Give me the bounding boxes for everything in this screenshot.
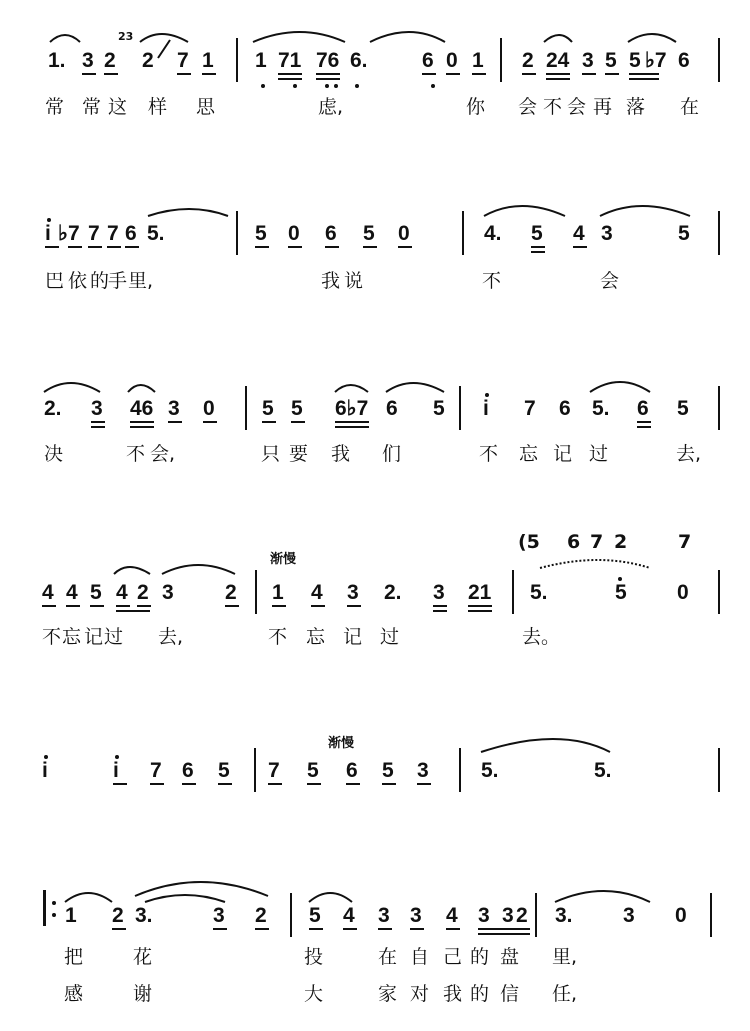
lyric-syllable: 再: [593, 96, 613, 118]
lyric-syllable: 忘: [519, 443, 539, 465]
note: 0: [677, 581, 689, 604]
lyric-syllable: 依: [68, 270, 88, 292]
note: 7: [68, 222, 80, 245]
beam-underline: [478, 928, 530, 930]
note: i: [113, 759, 119, 782]
bar-line: [718, 38, 720, 82]
beam-underline: [225, 605, 239, 607]
note: 4.: [484, 222, 502, 245]
beam-underline: [531, 246, 545, 248]
beam-underline: [629, 78, 659, 80]
beam-underline: [446, 73, 460, 75]
lyric-syllable: 里,: [552, 946, 578, 968]
beam-underline: [316, 73, 340, 75]
beam-underline: [410, 928, 424, 930]
beam-underline: [42, 605, 56, 607]
note: 1: [472, 49, 484, 72]
octave-dot-high: [115, 755, 119, 759]
note: 3: [162, 581, 174, 604]
bar-line: [236, 211, 238, 255]
lyric-syllable: 要: [289, 443, 309, 465]
lyric-syllable: 会: [567, 96, 587, 118]
beam-underline: [478, 933, 530, 935]
note: 6: [182, 759, 194, 782]
lyric-syllable: 忘: [62, 626, 82, 648]
note: 5: [382, 759, 394, 782]
beam-underline: [202, 73, 216, 75]
note: 3.: [555, 904, 573, 927]
beam-underline: [311, 605, 325, 607]
lyric-syllable: 不: [543, 96, 563, 118]
note: 2: [137, 581, 149, 604]
octave-dot: [261, 84, 265, 88]
note: 7: [150, 759, 162, 782]
lyric-syllable: 们: [382, 443, 402, 465]
lyric-syllable: 把: [64, 946, 84, 968]
note: 6♭7: [335, 397, 369, 420]
lyric-syllable: 在: [680, 96, 700, 118]
beam-underline: [91, 421, 105, 423]
beam-underline: [325, 246, 339, 248]
beam-underline: [433, 605, 447, 607]
beam-underline: [91, 426, 105, 428]
lyric-syllable: 你: [466, 96, 486, 118]
lyric-syllable: 样: [148, 96, 168, 118]
lyric-syllable: 去。: [522, 626, 561, 648]
tempo-mark: 渐慢: [328, 736, 355, 751]
note: 7: [524, 397, 536, 420]
note: 5.: [592, 397, 610, 420]
note: 5.: [147, 222, 165, 245]
bar-line: [459, 386, 461, 430]
lyric-syllable: 会: [600, 270, 620, 292]
note: 5: [90, 581, 102, 604]
lyric-syllable: 常: [82, 96, 102, 118]
lyric-syllable: 不: [479, 443, 499, 465]
lyric-syllable-verse2: 任,: [552, 983, 578, 1005]
lyric-syllable: 思: [196, 96, 216, 118]
lyric-syllable: 去,: [676, 443, 702, 465]
note: 21: [468, 581, 492, 604]
beam-underline: [104, 73, 118, 75]
beam-underline: [125, 246, 139, 248]
lyric-syllable: 巴: [45, 270, 65, 292]
beam-underline: [309, 928, 323, 930]
note: 0: [288, 222, 300, 245]
note: 1: [255, 49, 267, 72]
note: 5.: [481, 759, 499, 782]
note: 1: [65, 904, 77, 927]
note: 2.: [384, 581, 402, 604]
note: 3: [478, 904, 490, 927]
note: 5: [678, 222, 690, 245]
lyric-syllable: 记: [343, 626, 363, 648]
note: 5: [307, 759, 319, 782]
bar-line: [245, 386, 247, 430]
annotation-note: 2: [614, 531, 628, 553]
note: i: [483, 397, 489, 420]
note: 4: [573, 222, 585, 245]
beam-underline: [113, 783, 127, 785]
note: 4: [66, 581, 78, 604]
annotation-note: 23: [118, 30, 134, 43]
lyric-syllable-verse2: 对: [410, 983, 430, 1005]
note: 46: [130, 397, 154, 420]
note: 6: [386, 397, 398, 420]
note: 3: [168, 397, 180, 420]
lyric-syllable: 里,: [128, 270, 154, 292]
lyric-syllable-verse2: 信: [500, 983, 520, 1005]
lyric-syllable: 常: [45, 96, 65, 118]
beam-underline: [378, 928, 392, 930]
beam-underline: [531, 251, 545, 253]
bar-line: [254, 748, 256, 792]
beam-underline: [116, 605, 130, 607]
note: 6: [637, 397, 649, 420]
beam-underline: [137, 605, 151, 607]
lyric-syllable-verse2: 感: [64, 983, 84, 1005]
note: 3: [82, 49, 94, 72]
beam-underline: [90, 605, 104, 607]
beam-underline: [468, 605, 492, 607]
lyric-syllable: 会,: [150, 443, 176, 465]
note: 6: [125, 222, 137, 245]
beam-underline: [382, 783, 396, 785]
note: 3: [582, 49, 594, 72]
note: 5: [677, 397, 689, 420]
lyric-syllable: 不: [42, 626, 62, 648]
lyric-syllable: 忘: [306, 626, 326, 648]
lyric-syllable: 过: [380, 626, 400, 648]
lyric-syllable: 会: [518, 96, 538, 118]
note: 3: [378, 904, 390, 927]
note: ♭7: [645, 49, 667, 72]
beam-underline: [316, 78, 340, 80]
beam-underline: [182, 783, 196, 785]
note: 5: [605, 49, 617, 72]
beam-underline: [68, 246, 82, 248]
note: 2: [225, 581, 237, 604]
lyric-syllable: 不: [482, 270, 502, 292]
beam-underline: [446, 928, 460, 930]
octave-dot-high: [485, 393, 489, 397]
note: 71: [278, 49, 302, 72]
bar-line: [459, 748, 461, 792]
annotation-note: 7: [590, 531, 604, 553]
note: 7: [268, 759, 280, 782]
beam-underline: [522, 73, 536, 75]
note: 4: [116, 581, 128, 604]
note: 7: [88, 222, 100, 245]
note: 0: [675, 904, 687, 927]
note: 5: [309, 904, 321, 927]
beam-underline: [573, 246, 587, 248]
note: 5: [629, 49, 641, 72]
note: 3: [91, 397, 103, 420]
octave-dot: [355, 84, 359, 88]
beam-underline: [582, 73, 596, 75]
note: 5: [433, 397, 445, 420]
note: 6: [346, 759, 358, 782]
beam-underline: [218, 783, 232, 785]
lyric-syllable-verse2: 的: [470, 983, 490, 1005]
lyric-syllable: 自: [410, 946, 430, 968]
annotation-note: 6: [567, 531, 581, 553]
octave-dot-high: [618, 577, 622, 581]
bar-line: [255, 570, 257, 614]
note: 0: [398, 222, 410, 245]
lyric-syllable: 投: [304, 946, 324, 968]
lyric-syllable: 我: [331, 443, 351, 465]
octave-dot-high: [44, 755, 48, 759]
note: 2: [516, 904, 528, 927]
beam-underline: [168, 421, 182, 423]
beam-underline: [177, 73, 191, 75]
lyric-syllable: 落: [626, 96, 646, 118]
note: 0: [203, 397, 215, 420]
beam-underline: [255, 246, 269, 248]
beam-underline: [605, 73, 619, 75]
beam-underline: [637, 421, 651, 423]
beam-underline: [255, 928, 269, 930]
bar-line: [290, 893, 292, 937]
lyric-syllable: 我: [321, 270, 341, 292]
note: 2: [522, 49, 534, 72]
note: 3: [601, 222, 613, 245]
beam-underline: [363, 246, 377, 248]
bar-line: [500, 38, 502, 82]
beam-underline: [307, 783, 321, 785]
beam-underline: [45, 246, 59, 248]
beam-underline: [88, 246, 102, 248]
lyric-syllable: 记: [553, 443, 573, 465]
tempo-mark: 渐慢: [270, 552, 297, 567]
beam-underline: [546, 73, 570, 75]
lyric-syllable-verse2: 我: [443, 983, 463, 1005]
beam-underline: [433, 610, 447, 612]
bar-line: [236, 38, 238, 82]
beam-underline: [150, 783, 164, 785]
note: 5: [531, 222, 543, 245]
note: 6: [678, 49, 690, 72]
lyric-syllable: 花: [133, 946, 153, 968]
bar-line: [718, 211, 720, 255]
lyric-syllable: 只: [261, 443, 281, 465]
note: 3: [433, 581, 445, 604]
bar-line: [718, 570, 720, 614]
note: 2: [255, 904, 267, 927]
note: 5: [363, 222, 375, 245]
note: 5: [218, 759, 230, 782]
beam-underline: [130, 421, 154, 423]
beam-underline: [262, 421, 276, 423]
note: 3.: [135, 904, 153, 927]
lyric-syllable: 记: [84, 626, 104, 648]
beam-underline: [417, 783, 431, 785]
lyric-syllable-verse2: 谢: [133, 983, 153, 1005]
octave-dot: [325, 84, 329, 88]
note: 4: [446, 904, 458, 927]
octave-dot: [293, 84, 297, 88]
beam-underline: [422, 73, 436, 75]
beam-underline: [343, 928, 357, 930]
note: 1: [272, 581, 284, 604]
note: 1: [202, 49, 214, 72]
beam-underline: [346, 783, 360, 785]
note: 7: [177, 49, 189, 72]
lyric-syllable: 手: [108, 270, 128, 292]
lyric-syllable: 决: [44, 443, 64, 465]
beam-underline: [82, 73, 96, 75]
note: i: [45, 222, 51, 245]
lyric-syllable: 这: [108, 96, 128, 118]
beam-underline: [288, 246, 302, 248]
bar-line: [710, 893, 712, 937]
beam-underline: [268, 783, 282, 785]
note: 3: [623, 904, 635, 927]
note: 7: [107, 222, 119, 245]
note: 5.: [530, 581, 548, 604]
beam-underline: [213, 928, 227, 930]
lyric-syllable: 盘: [500, 946, 520, 968]
beam-underline: [637, 426, 651, 428]
lyric-syllable: 己: [443, 946, 463, 968]
octave-dot: [334, 84, 338, 88]
bar-line: [718, 748, 720, 792]
annotation-note: 7: [678, 531, 692, 553]
beam-underline: [107, 246, 121, 248]
note: 0: [446, 49, 458, 72]
annotation-note: (5: [518, 531, 540, 553]
beam-underline: [278, 73, 302, 75]
note: 4: [42, 581, 54, 604]
beam-underline: [291, 421, 305, 423]
lyric-syllable: 不: [126, 443, 146, 465]
note: ♭: [58, 222, 68, 245]
note: i: [42, 759, 48, 782]
beam-underline: [629, 73, 659, 75]
lyric-syllable: 去,: [158, 626, 184, 648]
note: 24: [546, 49, 570, 72]
note: 4: [311, 581, 323, 604]
note: 3: [410, 904, 422, 927]
octave-dot-high: [47, 218, 51, 222]
beam-underline: [335, 421, 369, 423]
note: 5: [291, 397, 303, 420]
bar-line: [462, 211, 464, 255]
beam-underline: [398, 246, 412, 248]
note: 76: [316, 49, 340, 72]
note: 3: [417, 759, 429, 782]
note: 6: [422, 49, 434, 72]
bar-line: [535, 893, 537, 937]
beam-underline: [472, 73, 486, 75]
lyric-syllable-verse2: 家: [378, 983, 398, 1005]
lyric-syllable: 的: [90, 270, 110, 292]
note: 6: [325, 222, 337, 245]
beam-underline: [130, 426, 154, 428]
beam-underline: [66, 605, 80, 607]
note: 3: [347, 581, 359, 604]
note: 3: [502, 904, 514, 927]
lyric-syllable-verse2: 大: [304, 983, 324, 1005]
note: 5.: [594, 759, 612, 782]
note: 3: [213, 904, 225, 927]
note: 4: [343, 904, 355, 927]
beam-underline: [116, 610, 150, 612]
note: 5: [615, 581, 627, 604]
note: 2: [104, 49, 116, 72]
lyric-syllable: 虑,: [318, 96, 344, 118]
beam-underline: [468, 610, 492, 612]
bar-line: [512, 570, 514, 614]
lyric-syllable: 在: [378, 946, 398, 968]
lyric-syllable: 的: [470, 946, 490, 968]
note: 2.: [44, 397, 62, 420]
note: 6: [559, 397, 571, 420]
bar-line: [718, 386, 720, 430]
note: 5: [255, 222, 267, 245]
note: 2: [112, 904, 124, 927]
beam-underline: [335, 426, 369, 428]
note: 1.: [48, 49, 66, 72]
beam-underline: [278, 78, 302, 80]
lyric-syllable: 过: [589, 443, 609, 465]
note: 5: [262, 397, 274, 420]
beam-underline: [112, 928, 126, 930]
note: 2: [142, 49, 154, 72]
lyric-syllable: 过: [104, 626, 124, 648]
lyric-syllable: 说: [344, 270, 364, 292]
lyric-syllable: 不: [268, 626, 288, 648]
beam-underline: [546, 78, 570, 80]
beam-underline: [347, 605, 361, 607]
octave-dot: [431, 84, 435, 88]
note: 6.: [350, 49, 368, 72]
beam-underline: [272, 605, 286, 607]
beam-underline: [203, 421, 217, 423]
